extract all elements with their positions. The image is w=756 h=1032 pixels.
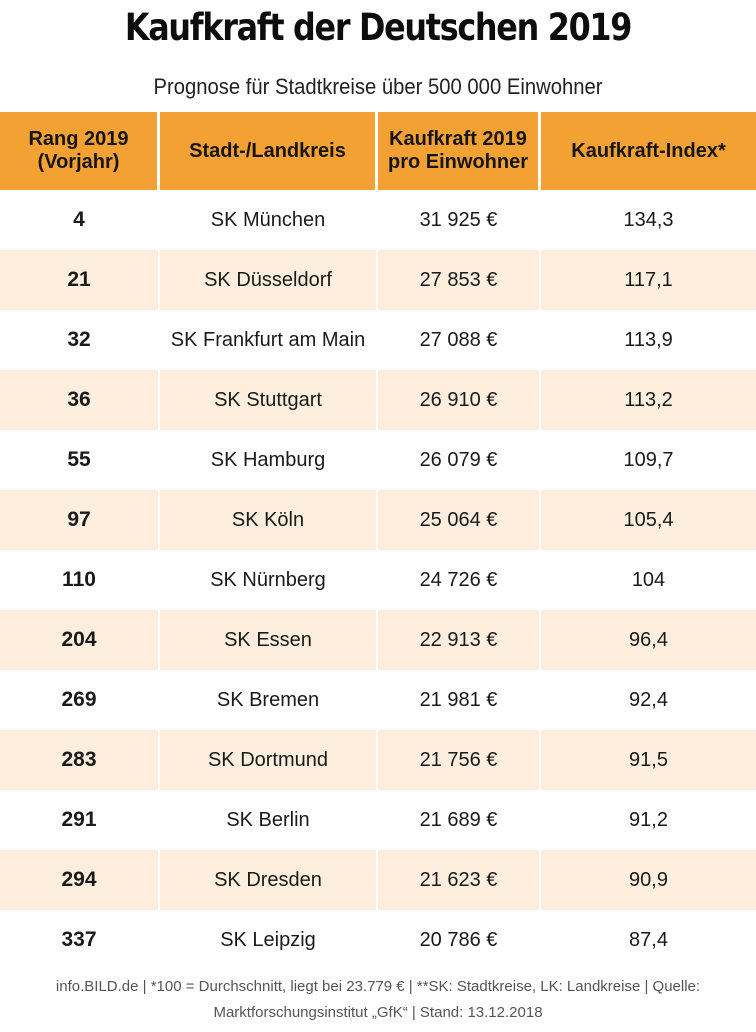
cell-rank: 55 (0, 430, 160, 490)
cell-rank: 337 (0, 910, 160, 970)
table-row (0, 910, 756, 970)
cell-district: SK München (160, 190, 378, 250)
chart-title: Kaufkraft der Deutschen 2019 (124, 6, 632, 49)
cell-purchasing-power: 21 981 € (378, 670, 541, 730)
cell-purchasing-power: 21 623 € (378, 850, 541, 910)
cell-index: 134,3 (623, 208, 674, 231)
source-footer (0, 974, 756, 1026)
table-row (0, 790, 756, 850)
table-row (0, 850, 756, 910)
cell-purchasing-power: 21 756 € (378, 730, 541, 790)
cell-district: SK Stuttgart (160, 370, 378, 430)
cell-rank: 204 (0, 610, 160, 670)
table-row (0, 190, 756, 250)
cell-rank: 36 (0, 370, 160, 430)
cell-purchasing-power: 24 726 € (378, 550, 541, 610)
cell-index: 96,4 (629, 628, 668, 651)
cell-purchasing-power: 21 689 € (378, 790, 541, 850)
cell-purchasing-power: 27 853 € (378, 250, 541, 310)
data-table (0, 112, 756, 970)
cell-rank: 110 (0, 550, 160, 610)
cell-district: SK Nürnberg (160, 550, 378, 610)
cell-rank: 21 (0, 250, 160, 310)
cell-index: 87,4 (629, 928, 668, 951)
cell-district: SK Köln (160, 490, 378, 550)
cell-rank: 4 (0, 190, 160, 250)
table-row (0, 670, 756, 730)
cell-index: 105,4 (623, 508, 674, 531)
table-row (0, 370, 756, 430)
cell-district: SK Düsseldorf (160, 250, 378, 310)
table-row (0, 730, 756, 790)
cell-district: SK Dresden (160, 850, 378, 910)
cell-district: SK Essen (160, 610, 378, 670)
cell-index: 113,9 (624, 328, 673, 351)
cell-district: SK Leipzig (160, 910, 378, 970)
cell-district: SK Bremen (160, 670, 378, 730)
cell-rank: 32 (0, 310, 160, 370)
table-row (0, 550, 756, 610)
cell-index: 104 (631, 568, 666, 591)
column-header-purchasing-power: Kaufkraft 2019 pro Einwohner (378, 112, 541, 190)
cell-purchasing-power: 20 786 € (378, 910, 541, 970)
cell-index: 91,5 (629, 748, 668, 771)
cell-district: SK Dortmund (160, 730, 378, 790)
cell-district: SK Berlin (160, 790, 378, 850)
cell-index: 117,1 (624, 268, 673, 291)
column-header-district: Stadt-/Landkreis (160, 112, 378, 190)
cell-rank: 291 (0, 790, 160, 850)
cell-rank: 283 (0, 730, 160, 790)
cell-purchasing-power: 26 910 € (378, 370, 541, 430)
cell-purchasing-power: 31 925 € (378, 190, 541, 250)
table-body (0, 190, 756, 970)
table-row (0, 430, 756, 490)
cell-rank: 97 (0, 490, 160, 550)
cell-rank: 269 (0, 670, 160, 730)
footer-line-2: Marktforschungsinstitut „GfK“ | Stand: 13.12.2018 (213, 1004, 543, 1021)
table-row (0, 250, 756, 310)
cell-index: 91,2 (629, 808, 668, 831)
table-row (0, 310, 756, 370)
table-row (0, 490, 756, 550)
cell-index: 109,7 (623, 448, 674, 471)
cell-rank: 294 (0, 850, 160, 910)
table-header-row (0, 112, 756, 190)
cell-district: SK Frankfurt am Main (160, 310, 378, 370)
cell-index: 92,4 (629, 688, 668, 711)
cell-purchasing-power: 26 079 € (378, 430, 541, 490)
column-header-index: Kaufkraft-Index* (541, 112, 756, 190)
cell-purchasing-power: 22 913 € (378, 610, 541, 670)
cell-index: 90,9 (629, 868, 668, 891)
table-row (0, 610, 756, 670)
cell-purchasing-power: 25 064 € (378, 490, 541, 550)
cell-index: 113,2 (624, 388, 673, 411)
footer-line-1: info.BILD.de | *100 = Durchschnitt, liegt bei 23.779 € | **SK: Stadtkreise, LK: Landkreise | Quelle: (55, 978, 701, 995)
cell-district: SK Hamburg (160, 430, 378, 490)
chart-subtitle: Prognose für Stadtkreise über 500 000 Einwohner (153, 74, 603, 99)
column-header-rank: Rang 2019 (Vorjahr) (0, 112, 160, 190)
cell-purchasing-power: 27 088 € (378, 310, 541, 370)
